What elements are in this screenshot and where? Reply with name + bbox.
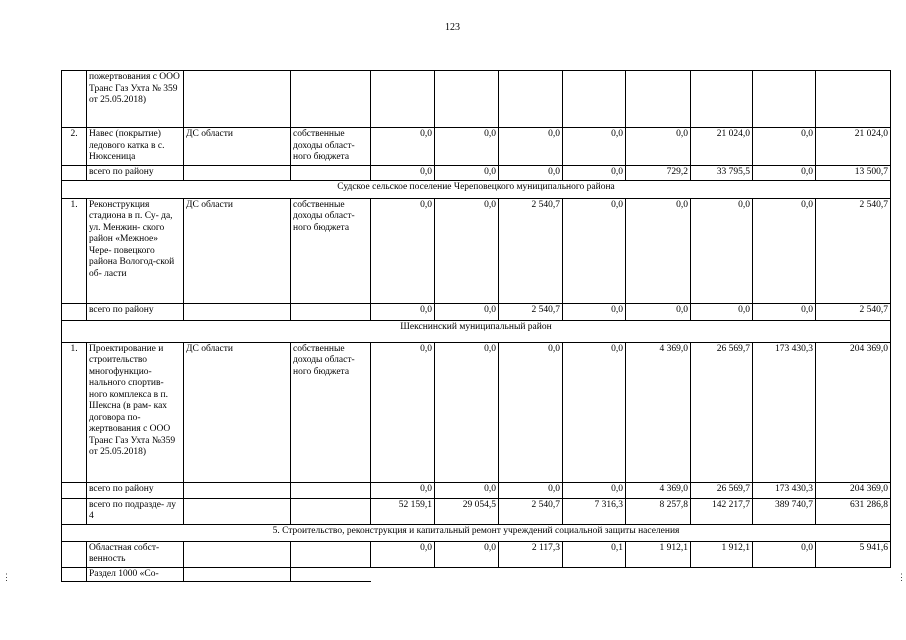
value-cell: 0,0 [563, 303, 626, 320]
value-cell: 0,0 [563, 342, 626, 482]
object-name-cell: Реконструкция стадиона в п. Су- да, ул. Менжин- ского район «Межное» Чере- повецкого района Вологод-ской об- ласти [87, 198, 184, 303]
object-name-cell: Навес (покрытие) ледового катка в с. Нюксеница [87, 128, 184, 166]
value-cell: 26 569,7 [691, 342, 753, 482]
table-row [62, 198, 891, 303]
value-cell: 4 369,0 [626, 342, 691, 482]
total-label: всего по подразде- лу 4 [87, 498, 184, 524]
source-cell: собственные доходы област- ного бюджета [291, 128, 371, 166]
value-cell: 0,0 [626, 303, 691, 320]
value-cell: 204 369,0 [816, 482, 891, 498]
value-cell: 0,0 [563, 128, 626, 166]
value-cell: 52 159,1 [371, 498, 435, 524]
district-total-row [62, 165, 891, 180]
value-cell: 0,0 [626, 128, 691, 166]
budget-table [61, 70, 891, 582]
value-cell: 0,0 [691, 198, 753, 303]
value-cell: 2 540,7 [816, 198, 891, 303]
value-cell: 4 369,0 [626, 482, 691, 498]
value-cell: 0,0 [753, 541, 816, 567]
page-number: 123 [445, 22, 460, 33]
row-number: 1. [62, 198, 87, 303]
value-cell: 0,0 [626, 198, 691, 303]
value-cell: 0,0 [435, 303, 499, 320]
section-heading-row [62, 180, 891, 198]
continuation-row [62, 71, 891, 128]
customer-cell: ДС области [184, 128, 291, 166]
value-cell: 0,0 [753, 303, 816, 320]
district-total-row [62, 482, 891, 498]
value-cell: 2 540,7 [816, 303, 891, 320]
table-row [62, 541, 891, 567]
object-name-cell: пожертвования с ООО Транс Газ Ухта № 359 от 25.05.2018) [87, 71, 184, 128]
value-cell: 29 054,5 [435, 498, 499, 524]
source-cell: собственные доходы област- ного бюджета [291, 342, 371, 482]
value-cell: 0,0 [435, 342, 499, 482]
section-label: Раздел 1000 «Со- [87, 567, 184, 582]
table-row [62, 342, 891, 482]
value-cell: 0,0 [563, 165, 626, 180]
value-cell: 33 795,5 [691, 165, 753, 180]
value-cell: 2 540,7 [499, 498, 563, 524]
value-cell: 8 257,8 [626, 498, 691, 524]
value-cell: 7 316,3 [563, 498, 626, 524]
value-cell: 26 569,7 [691, 482, 753, 498]
customer-cell: ДС области [184, 198, 291, 303]
value-cell: 0,0 [563, 198, 626, 303]
value-cell: 0,0 [753, 198, 816, 303]
ownership-label: Областная собст- венность [87, 541, 184, 567]
value-cell: 631 286,8 [816, 498, 891, 524]
value-cell: 2 540,7 [499, 303, 563, 320]
value-cell: 0,0 [499, 128, 563, 166]
right-margin-mark: ⋮ [897, 572, 906, 582]
table-row [62, 128, 891, 166]
value-cell: 389 740,7 [753, 498, 816, 524]
value-cell: 21 024,0 [691, 128, 753, 166]
value-cell: 2 117,3 [499, 541, 563, 567]
district-total-row [62, 303, 891, 320]
value-cell: 0,0 [435, 128, 499, 166]
left-margin-mark: ⋮ [2, 572, 11, 582]
value-cell: 0,0 [435, 198, 499, 303]
value-cell: 0,0 [371, 482, 435, 498]
value-cell: 21 024,0 [816, 128, 891, 166]
value-cell: 0,0 [371, 342, 435, 482]
value-cell: 0,0 [563, 482, 626, 498]
value-cell: 13 500,7 [816, 165, 891, 180]
section-heading-row [62, 524, 891, 541]
value-cell: 1 912,1 [691, 541, 753, 567]
value-cell: 0,0 [691, 303, 753, 320]
value-cell: 0,1 [563, 541, 626, 567]
total-label: всего по району [87, 165, 184, 180]
total-label: всего по району [87, 482, 184, 498]
value-cell: 0,0 [499, 482, 563, 498]
value-cell: 0,0 [435, 541, 499, 567]
value-cell: 2 540,7 [499, 198, 563, 303]
source-cell: собственные доходы област- ного бюджета [291, 198, 371, 303]
customer-cell: ДС области [184, 342, 291, 482]
value-cell: 0,0 [371, 303, 435, 320]
num-cell [62, 71, 87, 128]
value-cell: 0,0 [499, 165, 563, 180]
value-cell: 5 941,6 [816, 541, 891, 567]
section-heading: 5. Строительство, реконструкция и капитальный ремонт учреждений социальной защиты населения [62, 524, 891, 541]
table-row [62, 567, 891, 582]
value-cell: 142 217,7 [691, 498, 753, 524]
row-number: 1. [62, 342, 87, 482]
value-cell: 1 912,1 [626, 541, 691, 567]
value-cell: 0,0 [435, 482, 499, 498]
object-name-cell: Проектирование и строительство многофункцио- нального спортив- ного комплекса в п. Шексна (в рам- ках договора по- жертвования с ООО Транс Газ Ухта №359 от 25.05.2018) [87, 342, 184, 482]
value-cell: 0,0 [371, 198, 435, 303]
section-heading: Судское сельское поселение Череповецкого муниципального района [62, 180, 891, 198]
value-cell: 0,0 [435, 165, 499, 180]
section-heading: Шекснинский муниципальный район [62, 320, 891, 342]
value-cell: 204 369,0 [816, 342, 891, 482]
value-cell: 0,0 [753, 165, 816, 180]
total-label: всего по району [87, 303, 184, 320]
value-cell: 0,0 [371, 541, 435, 567]
value-cell: 0,0 [371, 165, 435, 180]
value-cell: 0,0 [499, 342, 563, 482]
section-heading-row [62, 320, 891, 342]
row-number: 2. [62, 128, 87, 166]
value-cell: 173 430,3 [753, 482, 816, 498]
value-cell: 0,0 [753, 128, 816, 166]
value-cell: 729,2 [626, 165, 691, 180]
value-cell: 0,0 [371, 128, 435, 166]
subsection-total-row [62, 498, 891, 524]
value-cell: 173 430,3 [753, 342, 816, 482]
